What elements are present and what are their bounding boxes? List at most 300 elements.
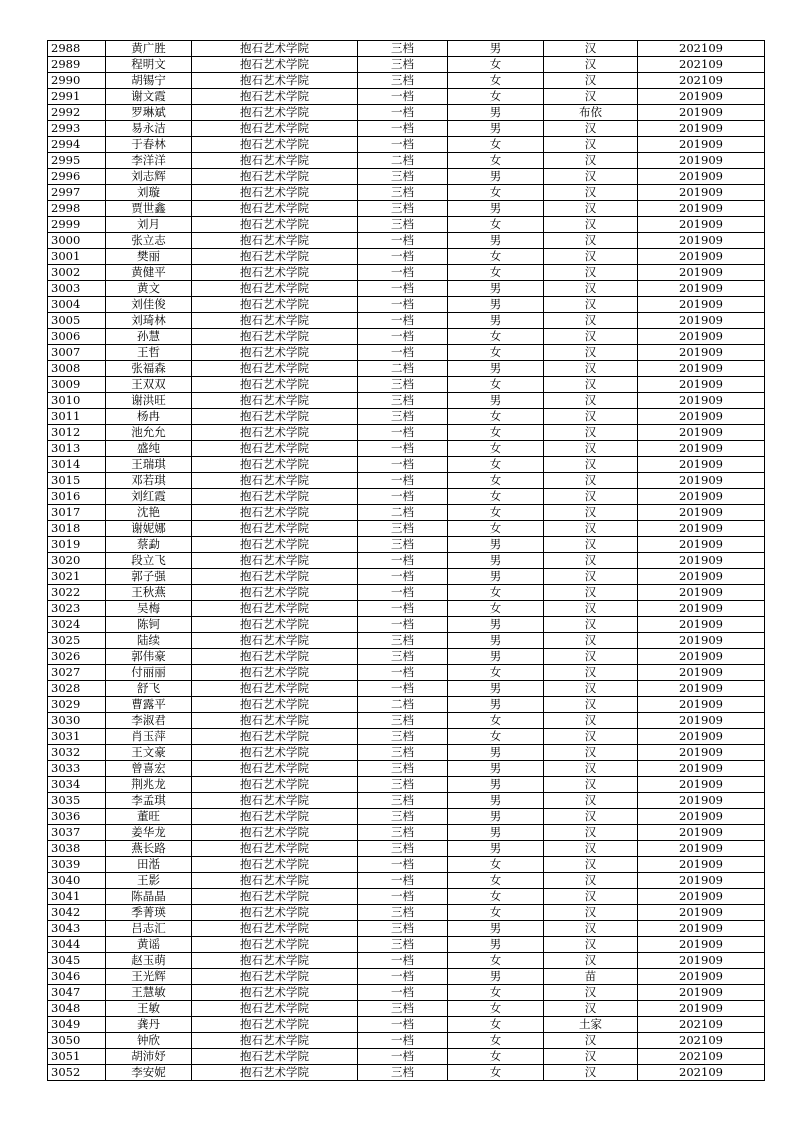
table-row: [48, 569, 765, 585]
cell-ethnicity: 土家: [544, 1017, 638, 1033]
cell-level: 三档: [358, 1065, 448, 1081]
cell-level: 一档: [358, 489, 448, 505]
cell-ethnicity: 汉: [544, 185, 638, 201]
cell-level: 一档: [358, 985, 448, 1001]
cell-college: 抱石艺术学院: [192, 489, 358, 505]
cell-name: 陈钶: [106, 617, 192, 633]
cell-name: 舒飞: [106, 681, 192, 697]
cell-gender: 男: [448, 233, 544, 249]
cell-college: 抱石艺术学院: [192, 665, 358, 681]
cell-id: 3028: [48, 681, 106, 697]
cell-ethnicity: 汉: [544, 537, 638, 553]
cell-id: 3037: [48, 825, 106, 841]
cell-name: 吕志汇: [106, 921, 192, 937]
cell-name: 田湉: [106, 857, 192, 873]
cell-level: 一档: [358, 281, 448, 297]
cell-college: 抱石艺术学院: [192, 777, 358, 793]
cell-level: 一档: [358, 249, 448, 265]
cell-id: 3025: [48, 633, 106, 649]
cell-name: 李淑君: [106, 713, 192, 729]
cell-enrollment: 201909: [638, 937, 765, 953]
cell-id: 3011: [48, 409, 106, 425]
cell-gender: 女: [448, 1049, 544, 1065]
cell-college: 抱石艺术学院: [192, 921, 358, 937]
table-row: [48, 265, 765, 281]
cell-college: 抱石艺术学院: [192, 905, 358, 921]
cell-ethnicity: 汉: [544, 745, 638, 761]
cell-id: 3034: [48, 777, 106, 793]
cell-enrollment: 201909: [638, 985, 765, 1001]
cell-enrollment: 201909: [638, 441, 765, 457]
cell-name: 郭伟豪: [106, 649, 192, 665]
cell-gender: 女: [448, 1001, 544, 1017]
table-row: [48, 137, 765, 153]
cell-enrollment: 201909: [638, 297, 765, 313]
cell-ethnicity: 汉: [544, 1049, 638, 1065]
cell-id: 3017: [48, 505, 106, 521]
cell-level: 一档: [358, 425, 448, 441]
cell-name: 于春林: [106, 137, 192, 153]
cell-college: 抱石艺术学院: [192, 329, 358, 345]
cell-id: 3023: [48, 601, 106, 617]
cell-id: 3033: [48, 761, 106, 777]
cell-college: 抱石艺术学院: [192, 697, 358, 713]
cell-ethnicity: 汉: [544, 793, 638, 809]
cell-college: 抱石艺术学院: [192, 1049, 358, 1065]
cell-level: 一档: [358, 889, 448, 905]
table-row: [48, 217, 765, 233]
cell-name: 陈晶晶: [106, 889, 192, 905]
cell-enrollment: 201909: [638, 361, 765, 377]
cell-name: 沈艳: [106, 505, 192, 521]
cell-id: 3035: [48, 793, 106, 809]
cell-enrollment: 202109: [638, 1065, 765, 1081]
cell-level: 一档: [358, 1017, 448, 1033]
cell-level: 一档: [358, 569, 448, 585]
cell-gender: 男: [448, 937, 544, 953]
cell-level: 一档: [358, 873, 448, 889]
cell-level: 一档: [358, 1049, 448, 1065]
table-row: [48, 1065, 765, 1081]
cell-id: 3022: [48, 585, 106, 601]
cell-level: 三档: [358, 713, 448, 729]
cell-college: 抱石艺术学院: [192, 105, 358, 121]
cell-gender: 女: [448, 265, 544, 281]
cell-id: 3007: [48, 345, 106, 361]
table-row: [48, 313, 765, 329]
table-row: [48, 697, 765, 713]
cell-college: 抱石艺术学院: [192, 857, 358, 873]
cell-enrollment: 201909: [638, 249, 765, 265]
cell-ethnicity: 汉: [544, 761, 638, 777]
cell-gender: 男: [448, 809, 544, 825]
cell-id: 3010: [48, 393, 106, 409]
cell-name: 刘红霞: [106, 489, 192, 505]
cell-ethnicity: 汉: [544, 729, 638, 745]
cell-name: 王哲: [106, 345, 192, 361]
cell-level: 三档: [358, 409, 448, 425]
cell-level: 一档: [358, 89, 448, 105]
cell-level: 一档: [358, 265, 448, 281]
cell-gender: 女: [448, 249, 544, 265]
cell-gender: 女: [448, 409, 544, 425]
cell-level: 三档: [358, 57, 448, 73]
cell-level: 一档: [358, 233, 448, 249]
table-row: [48, 985, 765, 1001]
table-row: [48, 473, 765, 489]
cell-enrollment: 201909: [638, 425, 765, 441]
cell-ethnicity: 汉: [544, 601, 638, 617]
cell-college: 抱石艺术学院: [192, 1033, 358, 1049]
cell-id: 3043: [48, 921, 106, 937]
cell-gender: 女: [448, 601, 544, 617]
cell-gender: 女: [448, 985, 544, 1001]
cell-college: 抱石艺术学院: [192, 185, 358, 201]
cell-gender: 女: [448, 1065, 544, 1081]
cell-level: 一档: [358, 617, 448, 633]
cell-college: 抱石艺术学院: [192, 633, 358, 649]
cell-level: 二档: [358, 361, 448, 377]
cell-level: 三档: [358, 393, 448, 409]
cell-name: 张立志: [106, 233, 192, 249]
table-row: [48, 345, 765, 361]
cell-enrollment: 201909: [638, 345, 765, 361]
cell-gender: 女: [448, 489, 544, 505]
cell-enrollment: 201909: [638, 793, 765, 809]
cell-ethnicity: 汉: [544, 281, 638, 297]
table-row: [48, 409, 765, 425]
cell-gender: 男: [448, 393, 544, 409]
cell-id: 3045: [48, 953, 106, 969]
table-row: [48, 681, 765, 697]
cell-college: 抱石艺术学院: [192, 985, 358, 1001]
cell-id: 3014: [48, 457, 106, 473]
cell-ethnicity: 汉: [544, 665, 638, 681]
cell-id: 3026: [48, 649, 106, 665]
cell-gender: 男: [448, 569, 544, 585]
table-row: [48, 905, 765, 921]
table-row: [48, 249, 765, 265]
cell-gender: 男: [448, 681, 544, 697]
cell-level: 三档: [358, 41, 448, 57]
cell-name: 黄健平: [106, 265, 192, 281]
table-row: [48, 889, 765, 905]
cell-ethnicity: 汉: [544, 73, 638, 89]
cell-college: 抱石艺术学院: [192, 313, 358, 329]
table-row: [48, 489, 765, 505]
cell-id: 3001: [48, 249, 106, 265]
cell-id: 3021: [48, 569, 106, 585]
cell-college: 抱石艺术学院: [192, 841, 358, 857]
cell-id: 3016: [48, 489, 106, 505]
cell-level: 三档: [358, 521, 448, 537]
cell-college: 抱石艺术学院: [192, 809, 358, 825]
cell-college: 抱石艺术学院: [192, 505, 358, 521]
cell-gender: 女: [448, 857, 544, 873]
cell-level: 一档: [358, 457, 448, 473]
cell-gender: 女: [448, 473, 544, 489]
cell-enrollment: 201909: [638, 505, 765, 521]
cell-id: 2997: [48, 185, 106, 201]
cell-name: 胡锡宁: [106, 73, 192, 89]
cell-college: 抱石艺术学院: [192, 73, 358, 89]
cell-id: 3039: [48, 857, 106, 873]
cell-college: 抱石艺术学院: [192, 169, 358, 185]
table-row: [48, 505, 765, 521]
cell-college: 抱石艺术学院: [192, 969, 358, 985]
cell-gender: 女: [448, 57, 544, 73]
cell-college: 抱石艺术学院: [192, 393, 358, 409]
cell-college: 抱石艺术学院: [192, 441, 358, 457]
cell-name: 王慧敏: [106, 985, 192, 1001]
cell-gender: 女: [448, 73, 544, 89]
cell-name: 赵玉萌: [106, 953, 192, 969]
cell-ethnicity: 汉: [544, 985, 638, 1001]
cell-enrollment: 201909: [638, 409, 765, 425]
cell-id: 2995: [48, 153, 106, 169]
cell-id: 3052: [48, 1065, 106, 1081]
cell-level: 一档: [358, 345, 448, 361]
cell-id: 3031: [48, 729, 106, 745]
cell-ethnicity: 苗: [544, 969, 638, 985]
cell-ethnicity: 汉: [544, 681, 638, 697]
cell-name: 郭子强: [106, 569, 192, 585]
cell-enrollment: 202109: [638, 41, 765, 57]
cell-id: 3008: [48, 361, 106, 377]
cell-ethnicity: 布依: [544, 105, 638, 121]
cell-ethnicity: 汉: [544, 953, 638, 969]
table-row: [48, 937, 765, 953]
cell-ethnicity: 汉: [544, 41, 638, 57]
cell-enrollment: 201909: [638, 617, 765, 633]
cell-name: 王瑞琪: [106, 457, 192, 473]
cell-name: 董旺: [106, 809, 192, 825]
cell-ethnicity: 汉: [544, 857, 638, 873]
cell-ethnicity: 汉: [544, 121, 638, 137]
cell-college: 抱石艺术学院: [192, 681, 358, 697]
cell-gender: 男: [448, 361, 544, 377]
cell-name: 王光辉: [106, 969, 192, 985]
cell-ethnicity: 汉: [544, 377, 638, 393]
cell-enrollment: 202109: [638, 1049, 765, 1065]
cell-college: 抱石艺术学院: [192, 601, 358, 617]
cell-gender: 男: [448, 969, 544, 985]
cell-enrollment: 201909: [638, 489, 765, 505]
cell-name: 季菁瑛: [106, 905, 192, 921]
cell-id: 3030: [48, 713, 106, 729]
table-row: [48, 73, 765, 89]
table-row: [48, 105, 765, 121]
cell-name: 刘璇: [106, 185, 192, 201]
table-row: [48, 1001, 765, 1017]
cell-name: 荆兆龙: [106, 777, 192, 793]
cell-enrollment: 201909: [638, 649, 765, 665]
cell-ethnicity: 汉: [544, 1033, 638, 1049]
cell-college: 抱石艺术学院: [192, 521, 358, 537]
cell-name: 燕长路: [106, 841, 192, 857]
cell-level: 一档: [358, 601, 448, 617]
table-row: [48, 809, 765, 825]
cell-level: 一档: [358, 105, 448, 121]
cell-gender: 女: [448, 457, 544, 473]
cell-ethnicity: 汉: [544, 393, 638, 409]
cell-gender: 男: [448, 825, 544, 841]
cell-level: 一档: [358, 313, 448, 329]
table-row: [48, 393, 765, 409]
table-row: [48, 713, 765, 729]
cell-id: 3032: [48, 745, 106, 761]
cell-college: 抱石艺术学院: [192, 1001, 358, 1017]
cell-college: 抱石艺术学院: [192, 457, 358, 473]
cell-enrollment: 201909: [638, 601, 765, 617]
cell-ethnicity: 汉: [544, 1065, 638, 1081]
cell-ethnicity: 汉: [544, 505, 638, 521]
cell-name: 黄谣: [106, 937, 192, 953]
cell-name: 王敏: [106, 1001, 192, 1017]
cell-id: 3006: [48, 329, 106, 345]
cell-ethnicity: 汉: [544, 633, 638, 649]
table-row: [48, 57, 765, 73]
cell-id: 3049: [48, 1017, 106, 1033]
cell-level: 三档: [358, 649, 448, 665]
cell-ethnicity: 汉: [544, 649, 638, 665]
cell-gender: 女: [448, 425, 544, 441]
table-row: [48, 537, 765, 553]
table-row: [48, 921, 765, 937]
table-row: [48, 777, 765, 793]
cell-level: 二档: [358, 697, 448, 713]
cell-name: 胡沛妤: [106, 1049, 192, 1065]
cell-name: 李安妮: [106, 1065, 192, 1081]
cell-ethnicity: 汉: [544, 137, 638, 153]
cell-name: 刘琦林: [106, 313, 192, 329]
cell-ethnicity: 汉: [544, 585, 638, 601]
cell-ethnicity: 汉: [544, 889, 638, 905]
cell-gender: 男: [448, 841, 544, 857]
cell-gender: 女: [448, 953, 544, 969]
cell-level: 三档: [358, 1001, 448, 1017]
cell-college: 抱石艺术学院: [192, 729, 358, 745]
cell-level: 一档: [358, 553, 448, 569]
cell-ethnicity: 汉: [544, 697, 638, 713]
cell-college: 抱石艺术学院: [192, 1017, 358, 1033]
cell-level: 一档: [358, 121, 448, 137]
cell-college: 抱石艺术学院: [192, 553, 358, 569]
cell-enrollment: 201909: [638, 569, 765, 585]
cell-name: 王秋燕: [106, 585, 192, 601]
table-row: [48, 329, 765, 345]
cell-enrollment: 201909: [638, 265, 765, 281]
table-row: [48, 201, 765, 217]
cell-college: 抱石艺术学院: [192, 409, 358, 425]
cell-gender: 男: [448, 617, 544, 633]
cell-enrollment: 202109: [638, 1017, 765, 1033]
cell-level: 三档: [358, 793, 448, 809]
cell-ethnicity: 汉: [544, 873, 638, 889]
cell-name: 陆续: [106, 633, 192, 649]
cell-enrollment: 201909: [638, 89, 765, 105]
table-row: [48, 521, 765, 537]
cell-level: 三档: [358, 217, 448, 233]
cell-level: 一档: [358, 969, 448, 985]
cell-id: 3042: [48, 905, 106, 921]
cell-name: 姜华龙: [106, 825, 192, 841]
cell-college: 抱石艺术学院: [192, 473, 358, 489]
cell-ethnicity: 汉: [544, 345, 638, 361]
cell-enrollment: 201909: [638, 521, 765, 537]
cell-college: 抱石艺术学院: [192, 825, 358, 841]
cell-gender: 男: [448, 921, 544, 937]
cell-id: 3044: [48, 937, 106, 953]
cell-gender: 男: [448, 633, 544, 649]
cell-college: 抱石艺术学院: [192, 793, 358, 809]
cell-gender: 女: [448, 713, 544, 729]
table-row: [48, 1033, 765, 1049]
cell-ethnicity: 汉: [544, 249, 638, 265]
cell-college: 抱石艺术学院: [192, 745, 358, 761]
cell-ethnicity: 汉: [544, 57, 638, 73]
cell-id: 2993: [48, 121, 106, 137]
cell-gender: 男: [448, 697, 544, 713]
cell-enrollment: 201909: [638, 457, 765, 473]
cell-gender: 女: [448, 505, 544, 521]
cell-ethnicity: 汉: [544, 937, 638, 953]
cell-name: 罗琳斌: [106, 105, 192, 121]
table-row: [48, 553, 765, 569]
cell-gender: 女: [448, 345, 544, 361]
cell-level: 一档: [358, 585, 448, 601]
cell-enrollment: 202109: [638, 73, 765, 89]
cell-id: 3019: [48, 537, 106, 553]
table-row: [48, 377, 765, 393]
table-row: [48, 665, 765, 681]
cell-name: 谢妮娜: [106, 521, 192, 537]
table-row: [48, 953, 765, 969]
cell-gender: 女: [448, 905, 544, 921]
cell-college: 抱石艺术学院: [192, 569, 358, 585]
cell-gender: 女: [448, 729, 544, 745]
cell-enrollment: 202109: [638, 57, 765, 73]
table-row: [48, 441, 765, 457]
table-row: [48, 745, 765, 761]
table-row: [48, 873, 765, 889]
cell-name: 黄文: [106, 281, 192, 297]
cell-name: 黄广胜: [106, 41, 192, 57]
cell-enrollment: 201909: [638, 201, 765, 217]
cell-ethnicity: 汉: [544, 553, 638, 569]
cell-level: 一档: [358, 857, 448, 873]
cell-college: 抱石艺术学院: [192, 89, 358, 105]
cell-enrollment: 201909: [638, 137, 765, 153]
cell-college: 抱石艺术学院: [192, 585, 358, 601]
cell-name: 刘志辉: [106, 169, 192, 185]
cell-enrollment: 201909: [638, 889, 765, 905]
cell-level: 三档: [358, 825, 448, 841]
cell-level: 一档: [358, 473, 448, 489]
cell-enrollment: 201909: [638, 809, 765, 825]
cell-level: 三档: [358, 185, 448, 201]
cell-college: 抱石艺术学院: [192, 233, 358, 249]
table-row: [48, 633, 765, 649]
cell-name: 樊丽: [106, 249, 192, 265]
cell-college: 抱石艺术学院: [192, 617, 358, 633]
cell-ethnicity: 汉: [544, 153, 638, 169]
cell-enrollment: 201909: [638, 857, 765, 873]
cell-level: 一档: [358, 665, 448, 681]
cell-id: 3015: [48, 473, 106, 489]
cell-level: 三档: [358, 633, 448, 649]
cell-name: 付丽丽: [106, 665, 192, 681]
